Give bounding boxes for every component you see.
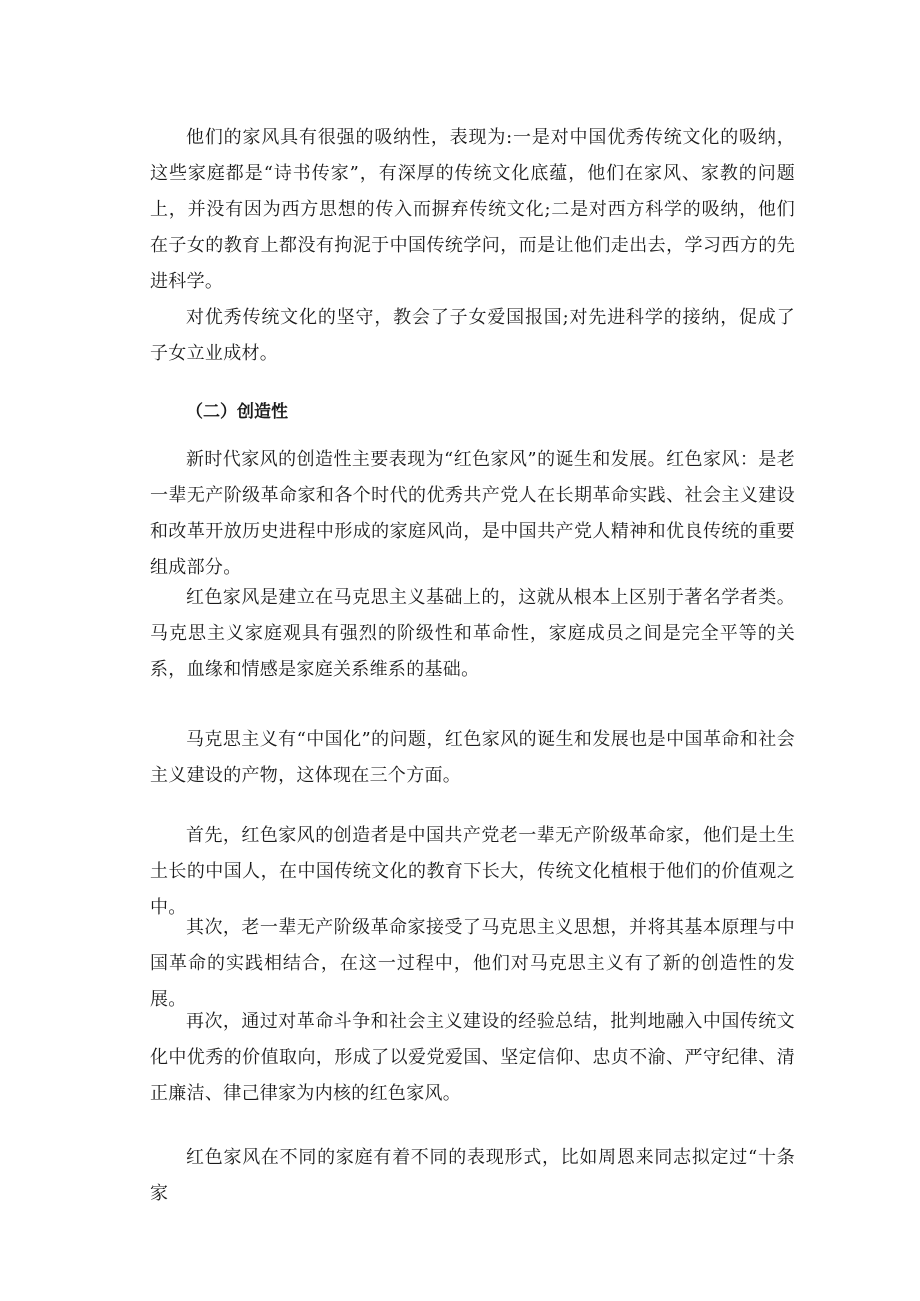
paragraph-first: 首先，红色家风的创造者是中国共产党老一辈无产阶级革命家，他们是土生土长的中国人，在中国传统文化的教育下长大，传统文化植根于他们的价值观之中。 (150, 825, 795, 918)
paragraph-marxist-foundation: 红色家风是建立在马克思主义基础上的，这就从根本上区别于著名学者类。马克思主义家庭观具有强烈的阶级性和革命性，家庭成员之间是完全平等的关系，血缘和情感是家庭关系维系的基础。 (150, 587, 795, 680)
paragraph-absorptiveness: 他们的家风具有很强的吸纳性，表现为:一是对中国优秀传统文化的吸纳，这些家庭都是“诗书传家”，有深厚的传统文化底蕴，他们在家风、家教的问题上，并没有因为西方思想的传入而摒弃传统文化;二是对西方科学的吸纳，他们在子女的教育上都没有拘泥于中国传统学问，而是让他们走出去，学习西方的先进科学。 (150, 127, 795, 292)
paragraph-third: 再次，通过对革命斗争和社会主义建设的经验总结，批判地融入中国传统文化中优秀的价值取向，形成了以爱党爱国、坚定信仰、忠贞不渝、严守纪律、清正廉洁、律己律家为内核的红色家风。 (150, 1011, 795, 1104)
paragraph-forms: 红色家风在不同的家庭有着不同的表现形式，比如周恩来同志拟定过“十条家 (150, 1147, 795, 1204)
paragraph-sinicization: 马克思主义有“中国化”的问题，红色家风的诞生和发展也是中国革命和社会主义建设的产物，这体现在三个方面。 (150, 729, 795, 786)
paragraph-patriotism-science: 对优秀传统文化的坚守，教会了子女爱国报国;对先进科学的接纳，促成了子女立业成材。 (150, 307, 795, 364)
paragraph-second: 其次，老一辈无产阶级革命家接受了马克思主义思想，并将其基本原理与中国革命的实践相结合，在这一过程中，他们对马克思主义有了新的创造性的发展。 (150, 917, 795, 1010)
paragraph-red-family-tradition: 新时代家风的创造性主要表现为“红色家风”的诞生和发展。红色家风：是老一辈无产阶级革命家和各个时代的优秀共产党人在长期革命实践、社会主义建设和改革开放历史进程中形成的家庭风尚，是中国共产党人精神和优良传统的重要组成部分。 (150, 449, 795, 578)
section-heading-creativity: （二）创造性 (186, 402, 288, 422)
